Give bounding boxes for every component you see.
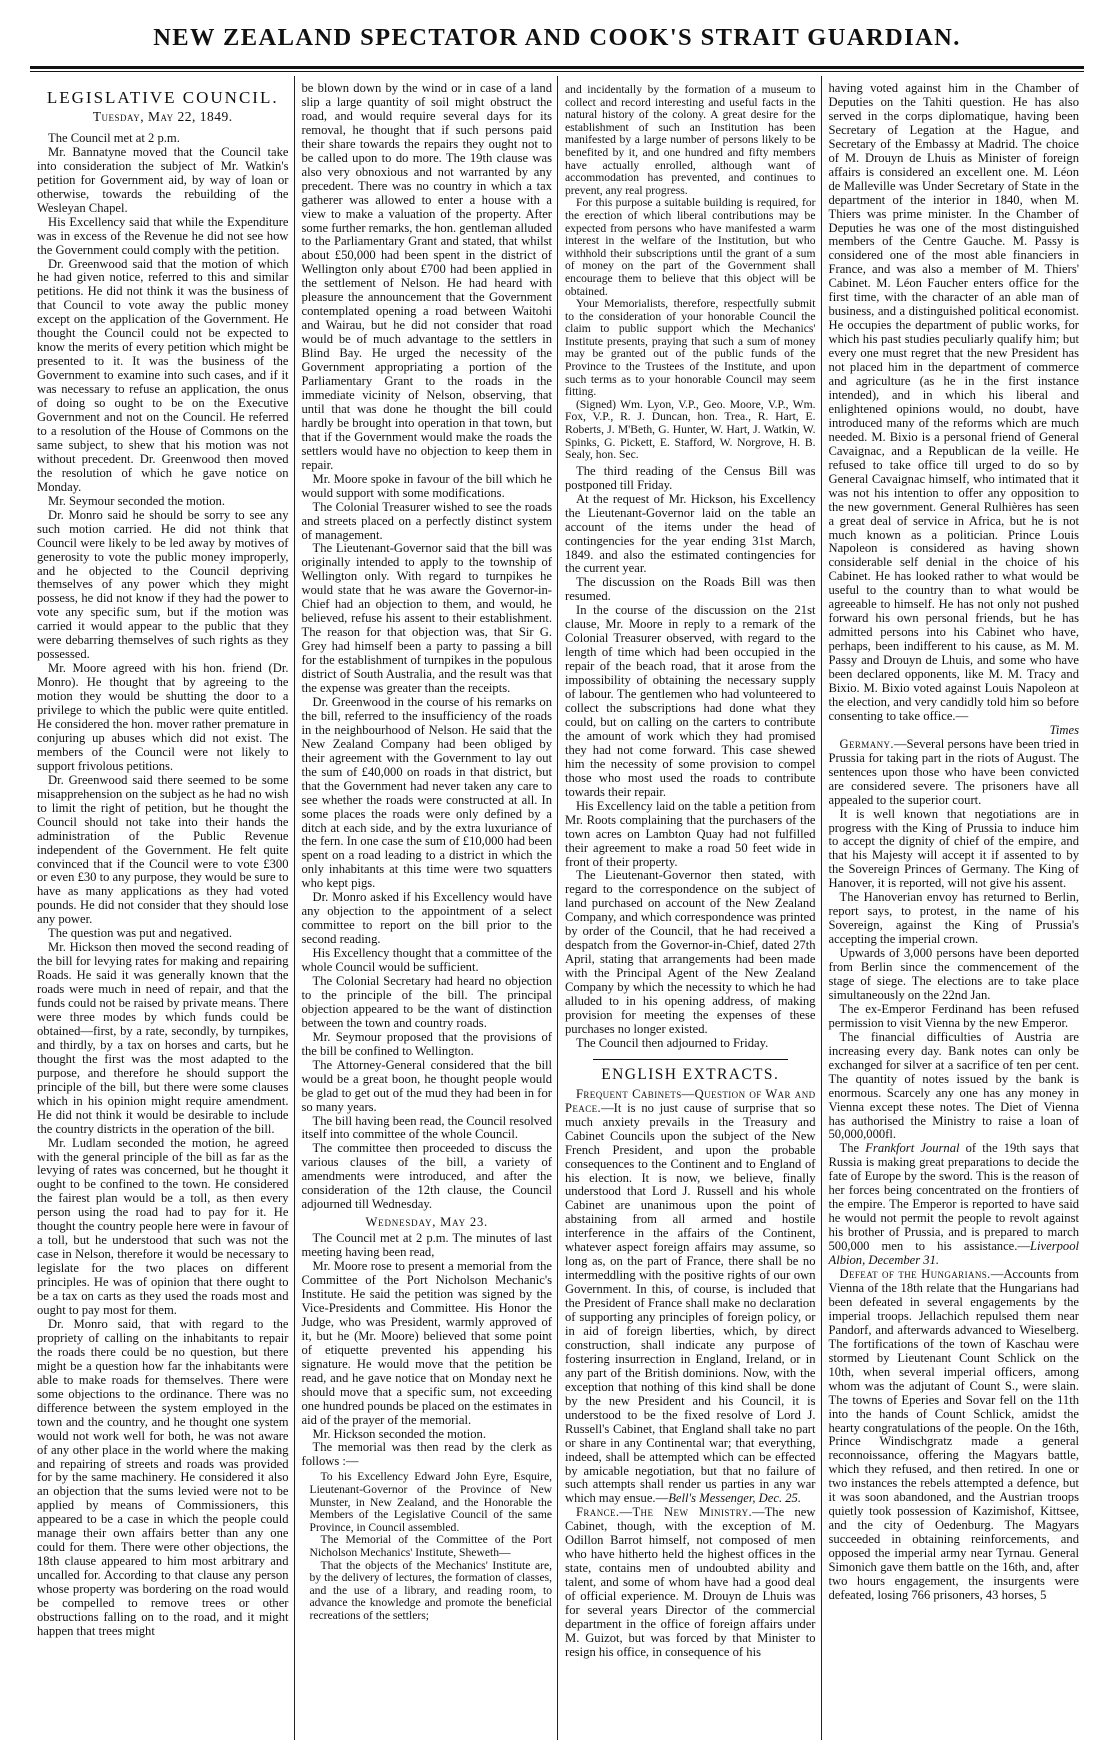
paragraph: Mr. Seymour seconded the motion.	[48, 493, 225, 508]
session-date-wednesday: Wednesday, May 23.	[365, 1215, 489, 1230]
paragraph: The Colonial Secretary had heard no objection to the principle of the bill. The principal objection appeared to be the want of distinction between the town and country roads.	[301, 974, 552, 1030]
paragraph: The Council then adjourned to Friday.	[576, 1035, 769, 1050]
paragraph: be blown down by the wind or in case of a land slip a large quantity of soil might obstruct the road, and would require several days for its removal, he thought that if such persons paid their share towards the repairs they ought not to be called upon to do more. The 19th clause was also very obnoxious and not warranted by any precedent. There was no country in which a tax gatherer was allowed to enter a house with a view to make a valuation of the property. After some further remarks, the hon. gentleman alluded to the Parliamentary Grant and stated, that whilst about £50,000 had been spent in the district of Wellington only about £700 had been applied in the settlement of Nelson. He had heard with pleasure the announcement that the Government contemplated opening a road between Waitohi and Wairau, but he did not consider that road would be of much advantage to the settlers in Blind Bay. He urged the necessity of the Government appropriating a portion of the Parliamentary Grant to the roads in the immediate vicinity of Nelson, observing, that until that was done he thought the bill could hardly be brought into operation in that town, but that if the Government would make the roads the settlers would have no objection to keep them in repair.	[301, 81, 552, 472]
paragraph: The Hanoverian envoy has returned to Berlin, report says, to protest, in the name of his Sovereign, against the King of Prussia's accepting the imperial crown.	[828, 890, 1079, 947]
session-date: Tuesday, May 22, 1849.	[92, 109, 233, 124]
article-paragraph	[829, 738, 1080, 808]
article-source: Liverpool Albion, December 31.	[828, 1239, 1079, 1268]
paragraph: The Lieutenant-Governor then stated, with regard to the correspondence on the subject of land purchased on account of the New Zealand Company, and which correspondence was printed by order of the Council, that he had received a despatch from the Governor-in-Chief, dated 27th April, stating that arrangements had been made with the Principal Agent of the New Zealand Company by which the necessity to which he had alluded to in his opening address, of making provision for meeting the expenses of these purchases no longer existed.	[565, 868, 816, 1036]
paragraph: The ex-Emperor Ferdinand has been refused permission to visit Vienna by the new Emperor.	[828, 1001, 1079, 1030]
paragraph: Dr. Greenwood said that the motion of which he had given notice, referred to this and similar petitions. He did not think it was the business of that Council to vote away the public money except on the application of the Government. He thought the Council could not be expected to know the merits of every petition which might be presented to it. It was the business of the Government to examine into such cases, and if it was necessary to refuse an application, the onus of doing so ought to be on the Executive Government and not on the Council. He referred to a resolution of the House of Commons on the same subject, to shew that his motion was not without precedent. Dr. Greenwood then moved the resolution of which he gave notice on Monday.	[37, 256, 289, 494]
paragraph: Mr. Hickson seconded the motion.	[312, 1426, 486, 1441]
memorial-body: Your Memorialists, therefore, respectfully submit to the consideration of your honorable Council the claim to public support which the Mechanics' Institute presents, praying that such a sum of money may be granted out of the public funds of the Province to the Trustees of the Institute, and upon such terms as to your honorable Council may seem fitting.	[565, 297, 816, 399]
section-heading-english-extracts: ENGLISH EXTRACTS.	[601, 1065, 780, 1083]
article-text: —Accounts from Vienna of the 18th relate that the Hungarians had been defeated in several engagements by the imperial troops. Jellachich repulsed them near Pandorf, and afterwards advanced to Wieselberg. The fortifications of the town of Kaschau were stormed by Lieutenant Count Schlick on the 10th, when several imperial officers, among whom was the adjutant of Count S., were slain. The towns of Eperies and Sovar fell on the 11th into the hands of Count Schlick, amidst the hearty congratulations of the people. On the 16th, Prince Windischgratz made a general reconnoissance, offering the Magyars battle, which they refused, and then retired. In one or two instances the rebels attempted a defence, but it was soon abandoned, and the Austrian troops quietly took possession of Kazimishof, Kittsee, and the city of Oedenburg. The Magyars succeeded in obtaining reinforcements, and opposed the imperial army near Tyrnau. General Simonich gave them battle on the 16th, and, after two hours engagement, the insurgents were defeated, losing 766 prisoners, 43 horses, 5	[828, 1267, 1079, 1602]
article-source: Times	[1049, 722, 1079, 737]
paragraph: The financial difficulties of Austria are increasing every day. Bank notes can only be exchanged for silver at a sacrifice of ten per cent. The quantity of notes issued by the bank is enormous. Scarcely any one has any money in Vienna except these notes. The Diet of Vienna has authorised the Ministry to raise a loan of 50,000,000fl.	[828, 1029, 1079, 1142]
article-text: —The new Cabinet, though, with the exception of M. Odillon Barrot himself, not composed of men who have hitherto held the highest offices in the state, contains men of undoubted ability and talent, and some of whom have had a good deal of official experience. M. Drouyn de Lhuis was for several years Director of the commercial department in the office of foreign affairs under M. Guizot, but was forced by that Minister to resign his office, in consequence of his	[565, 1505, 816, 1659]
memorial-continued	[565, 84, 816, 462]
article-text: —Several persons have been tried in Prussia for taking part in the riots of August. The sentences upon those who have been convicted are considered severe. The prisoners have all appealed to the superior court.	[828, 736, 1079, 807]
paragraph: His Excellency laid on the table a petition from Mr. Roots complaining that the purchasers of the town acres on Lambton Quay had not fulfilled their agreement to make a road 50 feet wide in front of their property.	[565, 798, 816, 869]
article-paragraph	[829, 1142, 1080, 1268]
column-1	[30, 76, 294, 1740]
paragraph: The Council met at 2 p.m.	[48, 130, 180, 145]
paragraph: Mr. Moore rose to present a memorial from the Committee of the Port Nicholson Mechanic's Institute. He said the petition was signed by the Vice-Presidents and Committee. His Honor the Judge, who was President, warmly approved of it, but he (Mr. Moore) believed that some point of etiquette prevented his appending his signature. He would move that the petition be read, and he gave notice that on Monday next he should move that a specific sum, not exceeding one hundred pounds be placed on the estimates in aid of the prayer of the memorial.	[301, 1259, 552, 1427]
paragraph: Mr. Ludlam seconded the motion, he agreed with the general principle of the bill as far as the levying of rates was concerned, but he thought it ought to be confined to the town. He considered the fairest plan would be a toll, as then every person using the road had to pay for it. He thought the country people here were in favour of a toll, but he understood that such was not the case in Nelson, therefore it would be necessary to legislate for the two places on different principles. He was of opinion that there ought to be a tax on carts as they used the roads most and ought to pay most for them.	[37, 1135, 289, 1318]
memorial-title: The Memorial of the Committee of the Port Nicholson Mechanics' Institute, Sheweth—	[309, 1533, 552, 1559]
article-text: The	[839, 1141, 866, 1156]
paragraph: Mr. Moore agreed with his hon. friend (Dr. Monro). He thought that by agreeing to the motion they would be shutting the door to a privilege to which the public were quite entitled. He considered the hon. mover rather premature in conjuring up abuses which did not exist. The members of the Council were not likely to support frivolous petitions.	[37, 661, 289, 773]
paragraph: Dr. Monro asked if his Excellency would have any objection to the appointment of a select committee to report on the bill prior to the second reading.	[301, 890, 552, 947]
paragraph: Dr. Greenwood said there seemed to be some misapprehension on the subject as he had no wish to limit the right of petition, but he thought the Council should not take into their hands the administration of the Public Revenue independent of the Government. He felt quite convinced that if the Council were to vote £300 or even £30 to any purpose, they would be sure to have as many applications as they had voted pounds. He did not consider that they should lose any power.	[37, 772, 289, 927]
paragraph: The bill having been read, the Council resolved itself into committee of the whole Council.	[301, 1113, 552, 1142]
masthead-rule-thin	[30, 71, 1084, 72]
column-3	[557, 76, 821, 1740]
article-paragraph	[829, 1268, 1080, 1603]
article-lead: Frequent Cabinets—Question of War and Peace.	[565, 1086, 816, 1115]
column-4	[821, 76, 1085, 1740]
article-lead: France.—The New Ministry.	[576, 1505, 753, 1520]
paragraph: In the course of the discussion on the 21st clause, Mr. Moore in reply to a remark of the Colonial Treasurer observed, with regard to the length of time which had been occupied in the repair of the beach road, that it arose from the impossibility of obtaining the necessary supply of labour. The gentlemen who had volunteered to collect the subscriptions had done what they could, but on calling on the carters to contribute the amount of work which they had promised they had not come forward. This case shewed him the necessity of some provision to compel those who most used the roads to contribute towards their repair.	[565, 603, 816, 799]
section-heading-legislative-council: LEGISLATIVE COUNCIL.	[46, 88, 279, 107]
memorial-body: and incidentally by the formation of a museum to collect and record interesting and useful facts in the natural history of the colony. A great desire for the establishment of such an Institution has been manifested by a large number of persons likely to be benefited by it, and one hundred and fifty members have actually enrolled, although want of accommodation has prevented, and continues to prevent, any real progress.	[565, 83, 816, 197]
article-paragraph	[565, 1506, 816, 1659]
article-source-line	[829, 724, 1080, 738]
page-columns	[30, 76, 1084, 1740]
article-text: of the 19th says that Russia is making great preparations to decide the fate of Europe by the sword. This is the reason of her forces being concentrated on the frontiers of the empire. The Emperor is reported to have said he would not permit the people to revolt against his brother of Prussia, and is prepared to march 500,000 men to his assistance.—	[828, 1141, 1079, 1254]
paragraph: Dr. Greenwood in the course of his remarks on the bill, referred to the insufficiency of the roads in the neighbourhood of Nelson. He said that the New Zealand Company had been obliged by their agreement with the Government to lay out the sum of £40,000 on roads in that district, but that the Government had never taken any care to see whether the roads were constructed at all. In some places the roads were only defined by a ditch at each side, and by the extra luxuriance of the fern. In one case the sum of £10,000 had been spent on a road leading to a district in which the only inhabitants at this time were two squatters who kept pigs.	[301, 694, 552, 891]
memorial-text	[310, 1471, 553, 1622]
article-text: having voted against him in the Chamber of Deputies on the Tahiti question. He has also served in the corps diplomatique, having been Secretary of Legation at the Hague, and Secretary of the Embassy at Madrid. The choice of M. Drouyn de Lhuis as Minister of foreign affairs is considered an excellent one. M. Léon de Malleville was Under Secretary of State in the department of the interior in 1840, when M. Thiers was prime minister. In the Chamber of Deputies he was one of the most distinguished members of the Centre Gauche. M. Passy is considered one of the most able financiers in France, and was also a member of M. Thiers' Cabinet. M. Léon Faucher enters office for the first time, with the character of an able man of business, and a distinguished political economist. He occupies the department of public works, for which his past studies peculiarly qualify him; but every one must regret that the new President has not placed him in the department of commerce and agriculture (as he in the first instance intended), and in which his liberal and enlightened opinions would, no doubt, have introduced many of the reforms which are much needed. M. Bixio is a personal friend of General Cavaignac, and a Republican de la veille. He refused to take office till urged to do so by General Cavaignac himself, who intimated that it was not his intention to offer any opposition to the new government. General Rulhières has seen a great deal of service in Africa, but he is not much known as a politician. Prince Louis Napoleon is considered as having shown considerable self denial in the choice of his Cabinet. He has looked rather to what would be useful to the country than to what would be agreeable to himself. He has not only not pushed forward his own personal friends, but he has admitted persons into his Cabinet who have, perhaps, been indifferent to his cause, as M. M. Passy and Drouyn de Lhuis, and some who have been declared opponents, like M. M. Tracy and Bixio. M. Bixio voted against Louis Napoleon at the election, and very candidly told him so before consenting to take office.—	[828, 81, 1079, 723]
masthead-rule-thick	[30, 66, 1084, 69]
paragraph: Mr. Moore spoke in favour of the bill which he would support with some modifications.	[301, 471, 552, 500]
paragraph: The question was put and negatived.	[48, 926, 232, 941]
paragraph: The Attorney-General considered that the bill would be a great boon, he thought people would be glad to get out of the mud they had been in for so many years.	[301, 1057, 552, 1114]
paragraph: Dr. Monro said he should be sorry to see any such motion carried. He did not think that Council were likely to be led away by motives of generosity to vote the public money improperly, and he objected to the Council depriving themselves of any power which they might possess, he did not know if they had the power to vote any specific sum, but if the motion was carried it would appear to the public that they were debarring themselves of such rights as they possessed.	[37, 507, 289, 662]
paragraph: Mr. Hickson then moved the second reading of the bill for levying rates for making and repairing Roads. He said it was generally known that the roads were much in need of repair, and that the funds could not be raised by private means. There were three modes by which funds could be obtained—first, by a rate, secondly, by turnpikes, and thirdly, by a tax on horses and carts, but he thought the first was the most adapted to the purpose, and therefore he should support the principle of the bill, but there were some clauses which in his opinion might require amendment. He did not think it would be desirable to include the country districts in the operation of the bill.	[37, 940, 289, 1136]
masthead	[30, 10, 1084, 76]
memorial-signatures: (Signed) Wm. Lyon, V.P., Geo. Moore, V.P., Wm. Fox, V.P., R. J. Duncan, hon. Trea., R. Hart, E. Roberts, J. M'Beth, G. Hunter, W. Hart, J. Watkin, W. Spinks, G. Pickett, E. Stafford, W. Norgrove, H. B. Sealy, hon. Sec.	[565, 397, 816, 462]
paragraph: The memorial was then read by the clerk as follows :—	[301, 1440, 552, 1469]
section-divider	[593, 1059, 788, 1060]
article-source: Bell's Messenger, Dec. 25.	[668, 1491, 801, 1506]
paragraph: Dr. Monro said, that with regard to the propriety of calling on the inhabitants to repair the roads there could be no question, but there might be a question how far the inhabitants were able to make roads for themselves. There were some objections to the ordinance. There was no difference between the system employed in the town and the country, and he thought one system would not work well for both, he was not aware of any other place in the world where the making and repairing of streets and roads was provided for by the same machinery. He considered it also an objection that the sums levied were not to be applied by means of Commissioners, this appeared to be a case in which the people could manage their own affairs better than any one could for them. There were other objections, the 18th clause appeared to him most arbitrary and uncalled for. According to that clause any person whose property was bordering on the road would be compelled to remove trees or other obstructions falling on to the road, and it might happen that trees might	[37, 1316, 289, 1638]
paragraph: The committee then proceeded to discuss the various clauses of the bill, a variety of amendments were introduced, and after the consideration of the 12th clause, the Council adjourned till Wednesday.	[301, 1141, 552, 1212]
paragraph: Upwards of 3,000 persons have been deported from Berlin since the commencement of the stage of siege. The elections are to take place simultaneously on the 22nd Jan.	[828, 946, 1079, 1002]
paragraph: Mr. Seymour proposed that the provisions of the bill be confined to Wellington.	[301, 1029, 552, 1058]
paragraph: His Excellency said that while the Expenditure was in excess of the Revenue he did not see how the Government could comply with the petition.	[37, 214, 289, 257]
memorial-body: That the objects of the Mechanics' Institute are, by the delivery of lectures, the formation of classes, and the use of a library, and reading room, to advance the knowledge and promote the beneficial recreations of the settlers;	[309, 1558, 552, 1622]
newspaper-title: NEW ZEALAND SPECTATOR AND COOK'S STRAIT GUARDIAN.	[153, 24, 961, 51]
article-paragraph	[565, 1088, 816, 1507]
article-lead: Defeat of the Hungarians.	[839, 1267, 991, 1282]
paragraph: The Lieutenant-Governor said that the bill was originally intended to apply to the township of Wellington only. With regard to turnpikes he would state that he was aware the Governor-in-Chief had an objection to them, and would, he believed, refuse his assent to their establishment. The reason for that objection was, that Sir G. Grey had himself been a party to passing a bill for the establishment of turnpikes in the populous district of South Australia, and the result was that the expense was greater than the receipts.	[301, 541, 552, 695]
article-text: —It is no just cause of surprise that so much anxiety prevails in the Treasury and Cabinet Councils upon the subject of the New French President, and upon the probable consequences to the Continent and to England of his election. It is now, we believe, finally understood that Lord J. Russell and his whole Cabinet are unanimous upon the point of abstaining from all armed and hostile interference in the affairs of the Continent, whatever aspect foreign affairs may assume, so long as, on the part of France, there shall be no intermeddling with the positive rights of our own Government. In this, of course, is included that the President of France shall make no declaration of supporting any principles of foreign policy, or in aid of foreign liberties, which, by direct construction, shall indicate any purpose of fostering insurrection in England, Ireland, or in any part of the British dominions. Now, with the exception that nothing of this kind shall be done by the new President and his Council, it is understood to be the fixed resolve of Lord J. Russell's Cabinet, that England shall take no part or share in any Continental war; that everything, indeed, shall be attempted which can be effected by amicable negotiation, but that no failure of such attempts shall render us parties in any war which may ensue.—	[565, 1100, 816, 1506]
paragraph: The discussion on the Roads Bill was then resumed.	[565, 575, 816, 604]
column-2	[294, 76, 558, 1740]
paragraph: The Council met at 2 p.m. The minutes of last meeting having been read,	[301, 1231, 552, 1260]
article-lead: Germany.	[839, 736, 894, 751]
paragraph: The Colonial Treasurer wished to see the roads and streets placed on a perfectly distinct system of management.	[301, 499, 552, 542]
article-publication: Frankfort Journal	[865, 1141, 960, 1156]
memorial-address: To his Excellency Edward John Eyre, Esquire, Lieutenant-Governor of the Province of New Munster, in New Zealand, and the Honorable the Members of the Legislative Council of the same Province, in Council assembled.	[309, 1470, 552, 1534]
paragraph: At the request of Mr. Hickson, his Excellency the Lieutenant-Governor laid on the table an account of the items under the head of contingencies for the year ending 31st March, 1849. and also the estimated contingencies for the current year.	[565, 491, 816, 576]
paragraph: Mr. Bannatyne moved that the Council take into consideration the subject of Mr. Watkin's petition for Government aid, by way of loan or otherwise, towards the rebuilding of the Wesleyan Chapel.	[37, 144, 289, 215]
paragraph: His Excellency thought that a committee of the whole Council would be sufficient.	[301, 946, 552, 975]
memorial-body: For this purpose a suitable building is required, for the erection of which liberal contributions may be expected from persons who have manifested a warm interest in the welfare of the Institution, but who withhold their subscriptions until the grant of a sum of money on the part of the Government shall encourage them to believe that this object will be obtained.	[565, 196, 816, 298]
paragraph: It is well known that negotiations are in progress with the King of Prussia to induce him to accept the dignity of chief of the empire, and that his Majesty will accept it if assented to by the Sovereign Princes of Germany. The King of Hanover, it is reported, will not give his assent.	[828, 806, 1079, 891]
paragraph: The third reading of the Census Bill was postponed till Friday.	[565, 463, 816, 492]
